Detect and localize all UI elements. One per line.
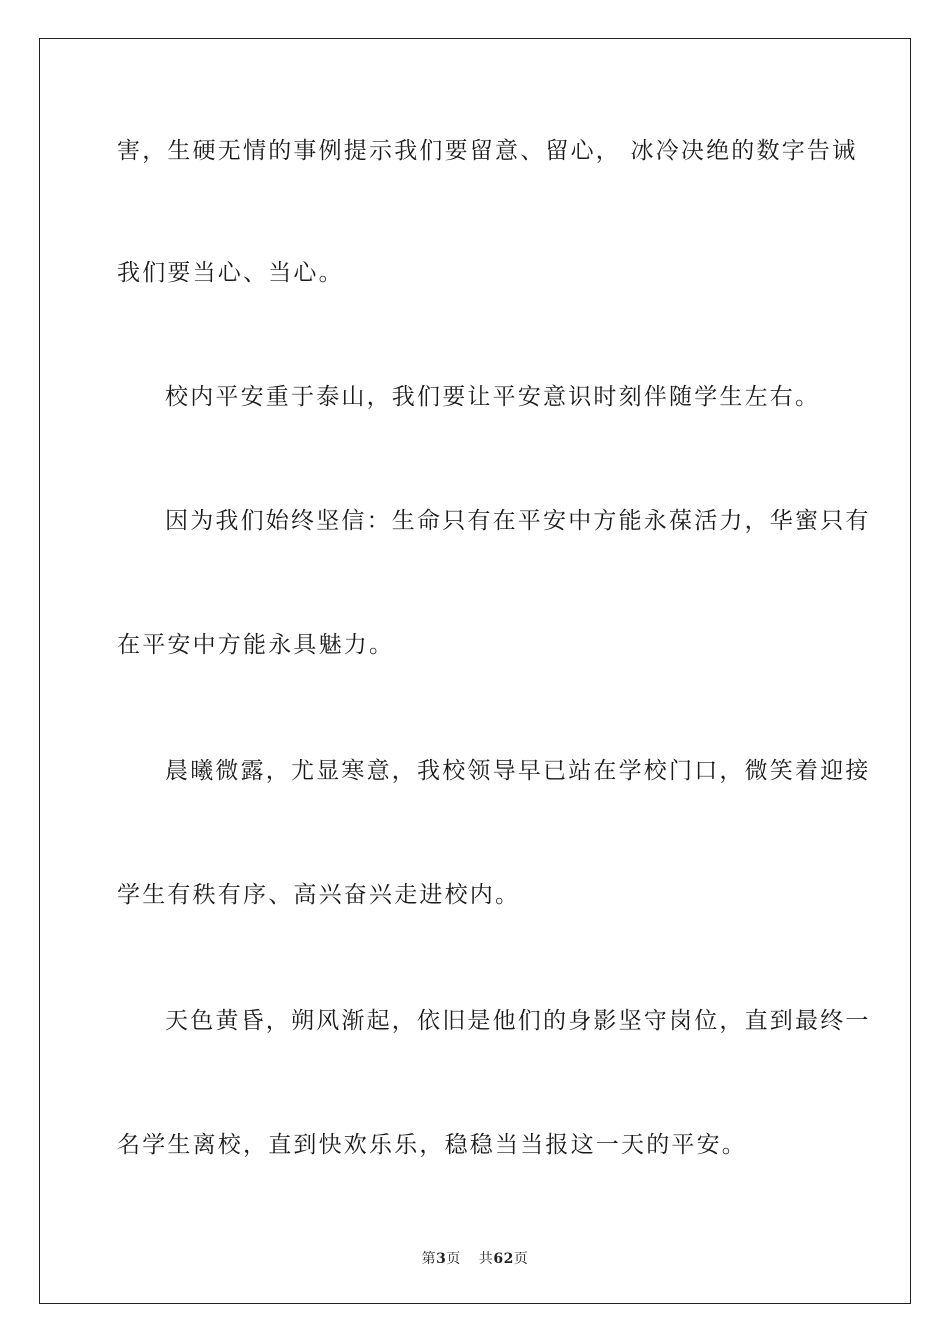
- text-line-4: 因为我们始终坚信：生命只有在平安中方能永葆活力，华蜜只有: [165, 508, 871, 534]
- text-line-6: 晨曦微露，尤显寒意，我校领导早已站在学校门口，微笑着迎接: [165, 758, 871, 784]
- page-prefix: 第: [421, 1251, 437, 1267]
- page-footer: [0, 1248, 950, 1268]
- total-prefix: 共: [478, 1251, 494, 1267]
- page-number: 3: [436, 1251, 447, 1267]
- text-line-2: 我们要当心、当心。: [117, 260, 344, 286]
- text-line-3: 校内平安重于泰山，我们要让平安意识时刻伴随学生左右。: [165, 384, 821, 410]
- text-line-1: 害，生硬无情的事例提示我们要留意、留心， 冰冷决绝的数字告诫: [117, 138, 858, 164]
- page-suffix: 页: [446, 1251, 461, 1267]
- text-line-5: 在平安中方能永具魅力。: [117, 632, 395, 658]
- text-line-9: 名学生离校，直到快欢乐乐，稳稳当当报这一天的平安。: [117, 1132, 747, 1158]
- text-line-8: 天色黄昏，朔风渐起，依旧是他们的身影坚守岗位，直到最终一: [165, 1008, 871, 1034]
- total-pages: 62: [493, 1251, 514, 1267]
- text-line-7: 学生有秩有序、高兴奋兴走进校内。: [117, 882, 521, 908]
- page-border: [39, 38, 911, 1304]
- total-suffix: 页: [513, 1251, 529, 1267]
